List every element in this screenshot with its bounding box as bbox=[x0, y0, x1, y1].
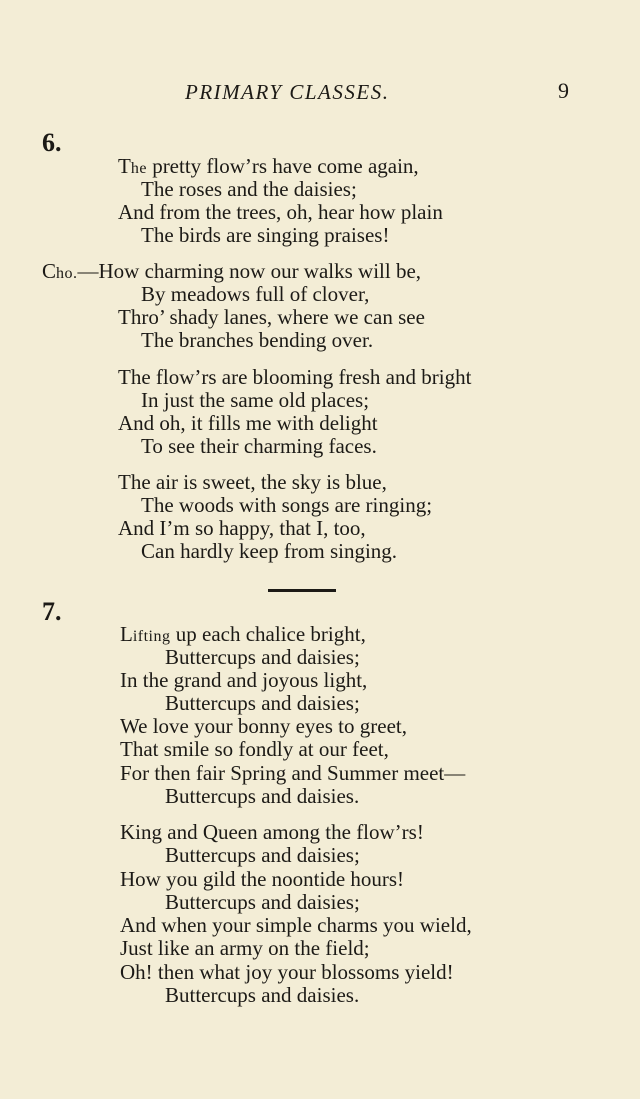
chorus-line-3: Thro’ shady lanes, where we can see bbox=[118, 305, 425, 329]
hymn7-v1-line-5: We love your bonny eyes to greet, bbox=[120, 714, 407, 738]
hymn7-line-1-text: up each chalice bright, bbox=[170, 622, 366, 646]
hymn6-v2-line-2: In just the same old places; bbox=[141, 388, 370, 412]
hymn7-v1-line-3: In the grand and joyous light, bbox=[120, 668, 368, 692]
hymn7-v2-line-3: How you gild the noontide hours! bbox=[120, 867, 405, 891]
hymn7-v1-line-7: For then fair Spring and Summer meet— bbox=[120, 761, 466, 785]
hymn6-initial-rest: he bbox=[130, 160, 147, 177]
hymn6-v3-line-2: The woods with songs are ringing; bbox=[141, 493, 433, 517]
hymn6-initial-cap: T bbox=[118, 154, 131, 178]
hymn7-v2-line-8: Buttercups and daisies. bbox=[165, 983, 360, 1007]
chorus-line-4: The branches bending over. bbox=[141, 328, 374, 352]
hymn7-v2-line-5: And when your simple charms you wield, bbox=[120, 913, 472, 937]
chorus-initial-rest: ho. bbox=[56, 265, 78, 282]
hymn6-v3-line-3: And I’m so happy, that I, too, bbox=[118, 516, 366, 540]
hymn7-v2-line-1: King and Queen among the flow’rs! bbox=[120, 820, 424, 844]
chorus-initial-cap: C bbox=[42, 259, 57, 283]
hymn6-v3-line-4: Can hardly keep from singing. bbox=[141, 539, 398, 563]
hymn7-v1-line-8: Buttercups and daisies. bbox=[165, 784, 360, 808]
hymn7-v1-line-6: That smile so fondly at our feet, bbox=[120, 737, 389, 761]
hymn6-v2-line-3: And oh, it fills me with delight bbox=[118, 411, 378, 435]
hymn7-v2-line-4: Buttercups and daisies; bbox=[165, 890, 360, 914]
section-divider bbox=[268, 589, 336, 592]
hymn6-line-1-text: pretty flow’rs have come again, bbox=[146, 154, 419, 178]
hymn-number-6: 6. bbox=[42, 128, 62, 157]
hymn7-v1-line-4: Buttercups and daisies; bbox=[165, 691, 360, 715]
hymn7-initial-rest: ifting bbox=[132, 628, 171, 645]
chorus-line-1-text: —How charming now our walks will be, bbox=[77, 259, 422, 283]
hymn7-v1-line-2: Buttercups and daisies; bbox=[165, 645, 360, 669]
hymn6-v2-line-1: The flow’rs are blooming fresh and bright bbox=[118, 365, 472, 389]
hymn7-v2-line-2: Buttercups and daisies; bbox=[165, 843, 360, 867]
hymn6-line-3: And from the trees, oh, hear how plain bbox=[118, 200, 443, 224]
running-title: PRIMARY CLASSES. bbox=[185, 80, 390, 104]
hymn7-v2-line-6: Just like an army on the field; bbox=[120, 936, 370, 960]
hymn6-line-4: The birds are singing praises! bbox=[141, 223, 390, 247]
hymn6-v2-line-4: To see their charming faces. bbox=[141, 434, 377, 458]
hymn6-line-2: The roses and the daisies; bbox=[141, 177, 357, 201]
hymn-number-7: 7. bbox=[42, 597, 62, 626]
hymn6-v3-line-1: The air is sweet, the sky is blue, bbox=[118, 470, 387, 494]
hymn7-initial-cap: L bbox=[120, 622, 133, 646]
page-number: 9 bbox=[558, 78, 569, 103]
hymn7-v2-line-7: Oh! then what joy your blossoms yield! bbox=[120, 960, 454, 984]
chorus-line-2: By meadows full of clover, bbox=[141, 282, 370, 306]
